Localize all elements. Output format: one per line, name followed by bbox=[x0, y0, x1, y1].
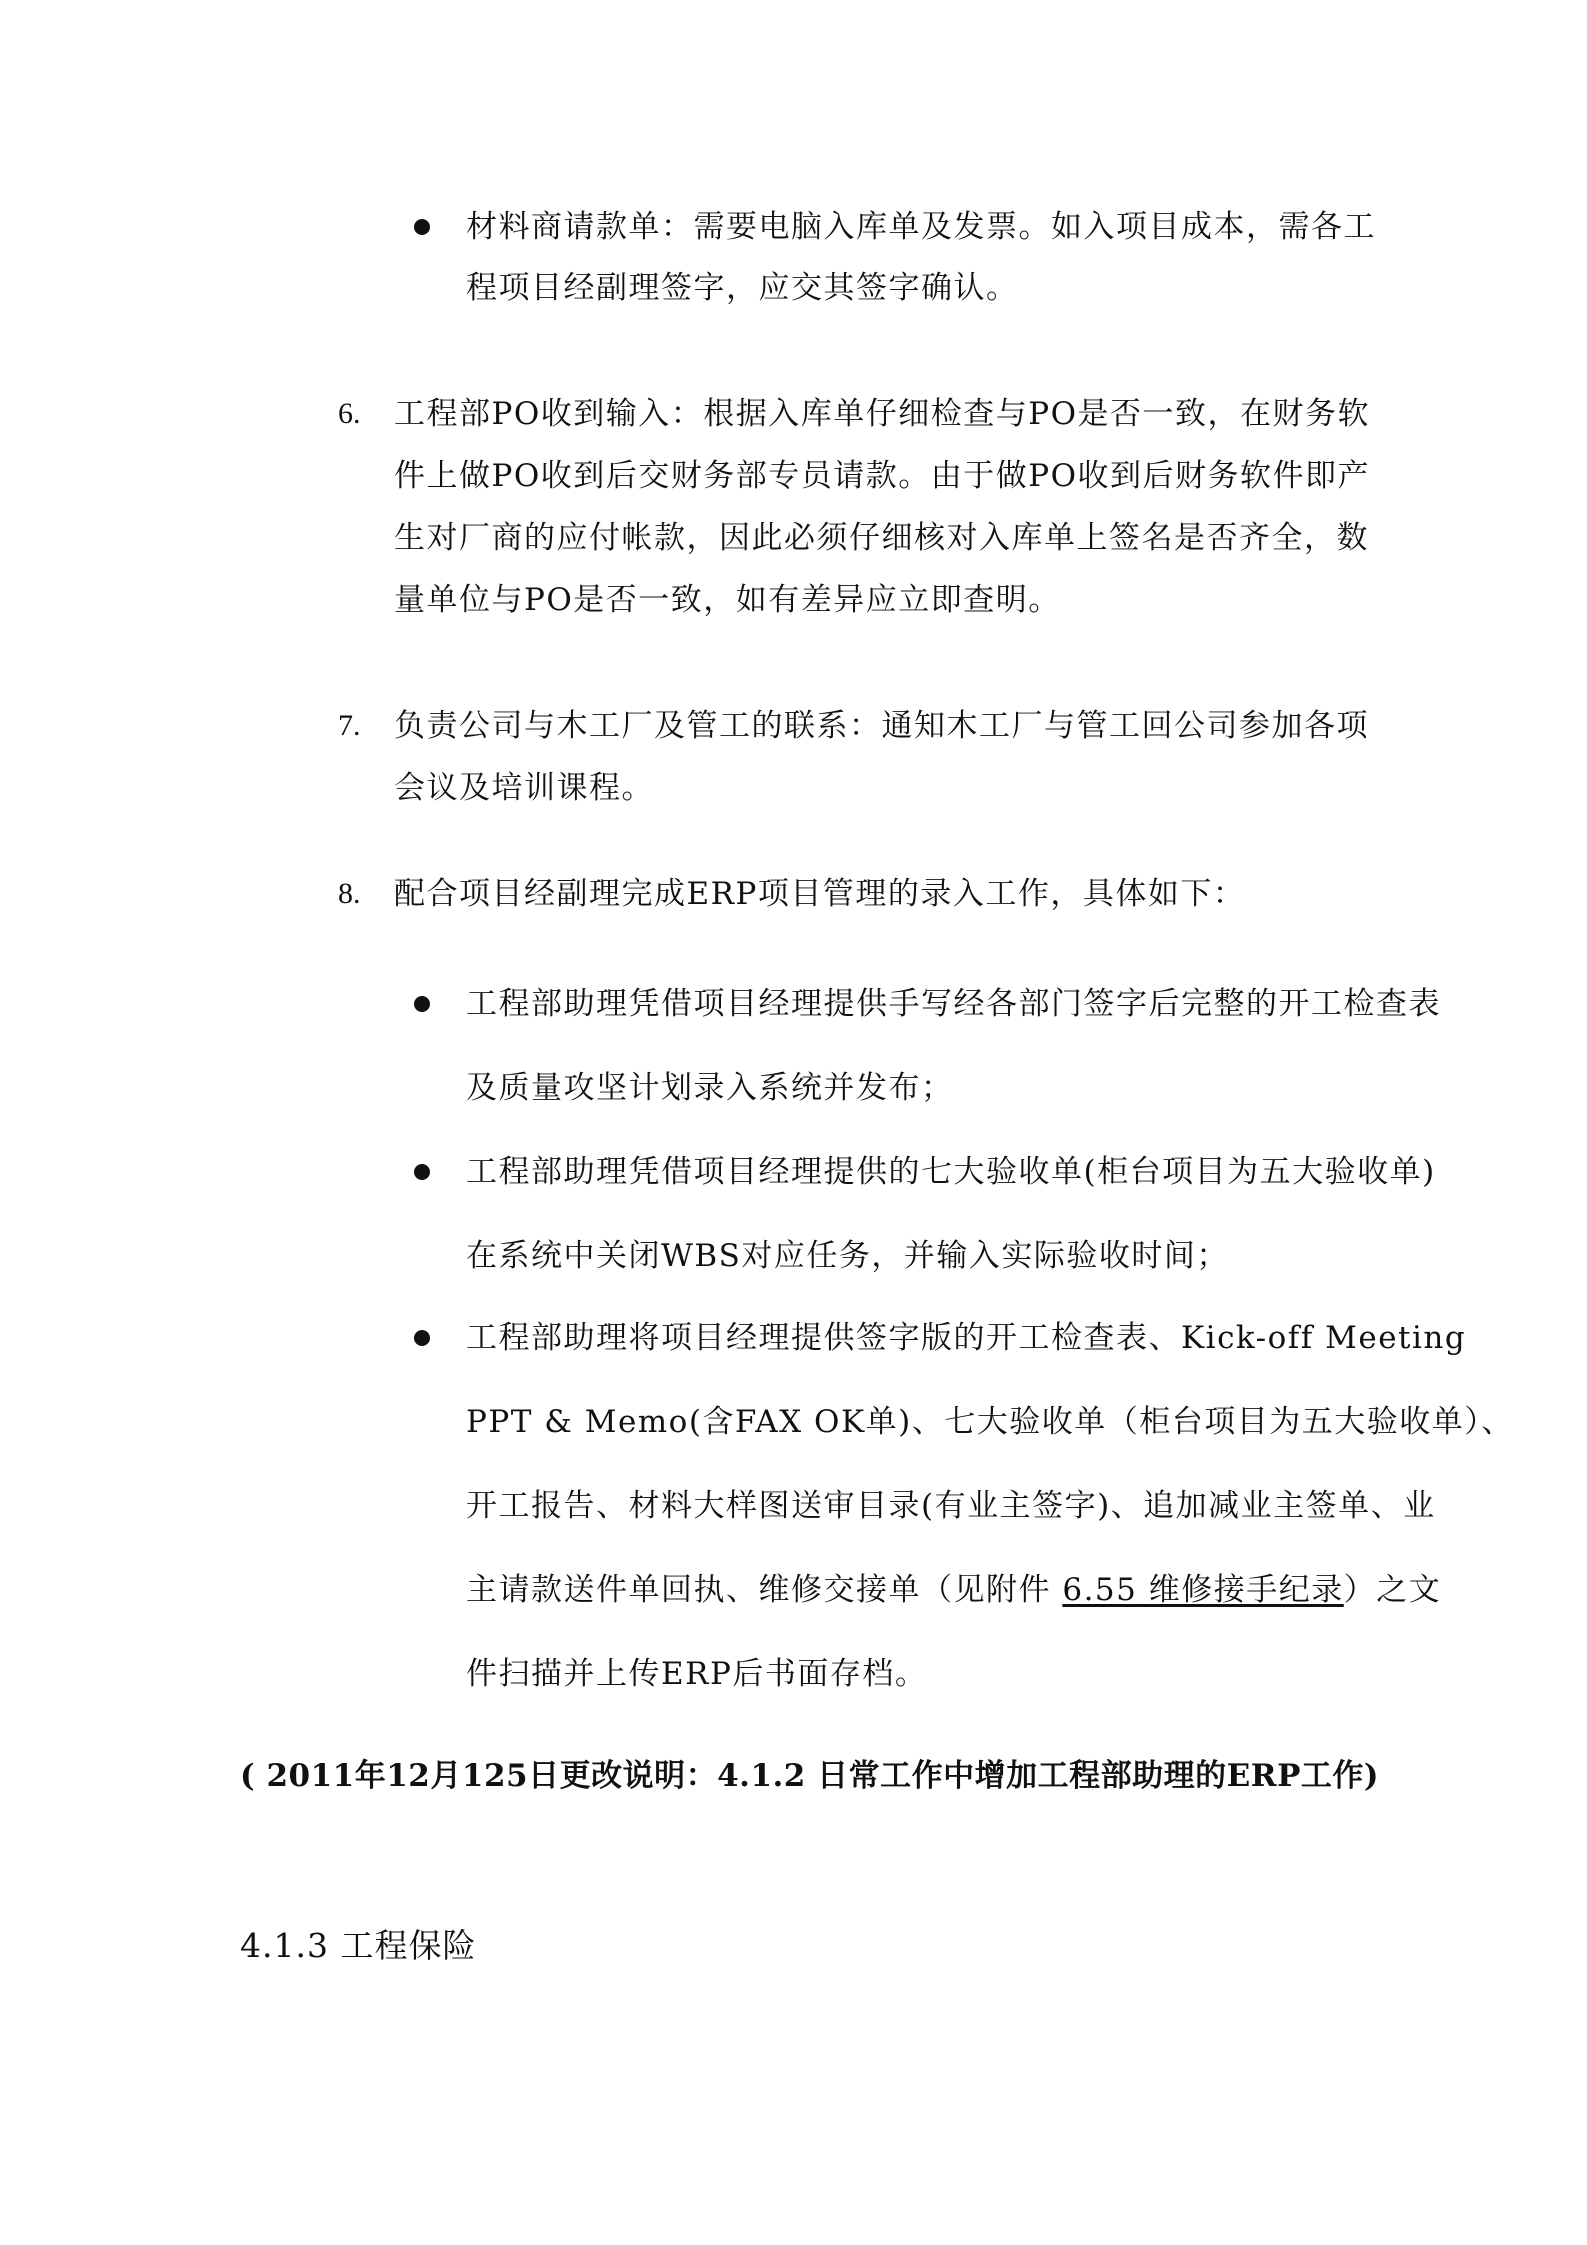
paragraph-line: 及质量攻坚计划录入系统并发布； bbox=[466, 1070, 954, 1106]
change-note: ( 2011年12月125日更改说明：4.1.2 日常工作中增加工程部助理的ERP工作) bbox=[240, 1758, 1380, 1794]
paragraph-line: 生对厂商的应付帐款，因此必须仔细核对入库单上签名是否齐全，数 bbox=[394, 520, 1369, 556]
bullet-icon bbox=[414, 219, 430, 235]
bullet-icon bbox=[414, 996, 430, 1012]
paragraph-line: 负责公司与木工厂及管工的联系：通知木工厂与管工回公司参加各项 bbox=[394, 708, 1369, 744]
paragraph-line: 会议及培训课程。 bbox=[394, 770, 654, 806]
section-heading: 4.1.3 工程保险 bbox=[240, 1926, 477, 1965]
list-number: 6. bbox=[338, 397, 361, 430]
paragraph-line: PPT & Memo(含FAX OK单)、七大验收单（柜台项目为五大验收单）、 bbox=[466, 1404, 1514, 1440]
list-number: 8. bbox=[338, 877, 361, 910]
text-segment: 主请款送件单回执、维修交接单（见附件 bbox=[466, 1572, 1063, 1608]
bullet-icon bbox=[414, 1164, 430, 1180]
paragraph-line: 量单位与PO是否一致，如有差异应立即查明。 bbox=[394, 582, 1061, 618]
list-number: 7. bbox=[338, 709, 361, 742]
paragraph-line: 工程部助理凭借项目经理提供手写经各部门签字后完整的开工检查表 bbox=[466, 986, 1441, 1022]
paragraph-line: 程项目经副理签字，应交其签字确认。 bbox=[466, 270, 1019, 306]
text-segment: ）之文 bbox=[1343, 1572, 1442, 1608]
bullet-icon bbox=[414, 1330, 430, 1346]
paragraph-line: 件扫描并上传ERP后书面存档。 bbox=[466, 1656, 928, 1692]
paragraph-line: 工程部助理凭借项目经理提供的七大验收单(柜台项目为五大验收单) bbox=[466, 1154, 1436, 1190]
paragraph-line: 开工报告、材料大样图送审目录(有业主签字)、追加减业主签单、业 bbox=[466, 1488, 1436, 1524]
paragraph-line: 材料商请款单：需要电脑入库单及发票。如入项目成本，需各工 bbox=[466, 209, 1376, 245]
paragraph-line: 工程部助理将项目经理提供签字版的开工检查表、Kick-off Meeting bbox=[466, 1320, 1467, 1356]
paragraph-line bbox=[466, 1570, 1441, 1610]
paragraph-line: 工程部PO收到输入：根据入库单仔细检查与PO是否一致，在财务软 bbox=[394, 396, 1371, 432]
paragraph-line: 配合项目经副理完成ERP项目管理的录入工作，具体如下： bbox=[394, 876, 1246, 912]
attachment-link[interactable]: 6.55 维修接手纪录 bbox=[1062, 1572, 1344, 1608]
paragraph-line: 在系统中关闭WBS对应任务，并输入实际验收时间； bbox=[466, 1238, 1229, 1274]
paragraph-line: 件上做PO收到后交财务部专员请款。由于做PO收到后财务软件即产 bbox=[394, 458, 1371, 494]
